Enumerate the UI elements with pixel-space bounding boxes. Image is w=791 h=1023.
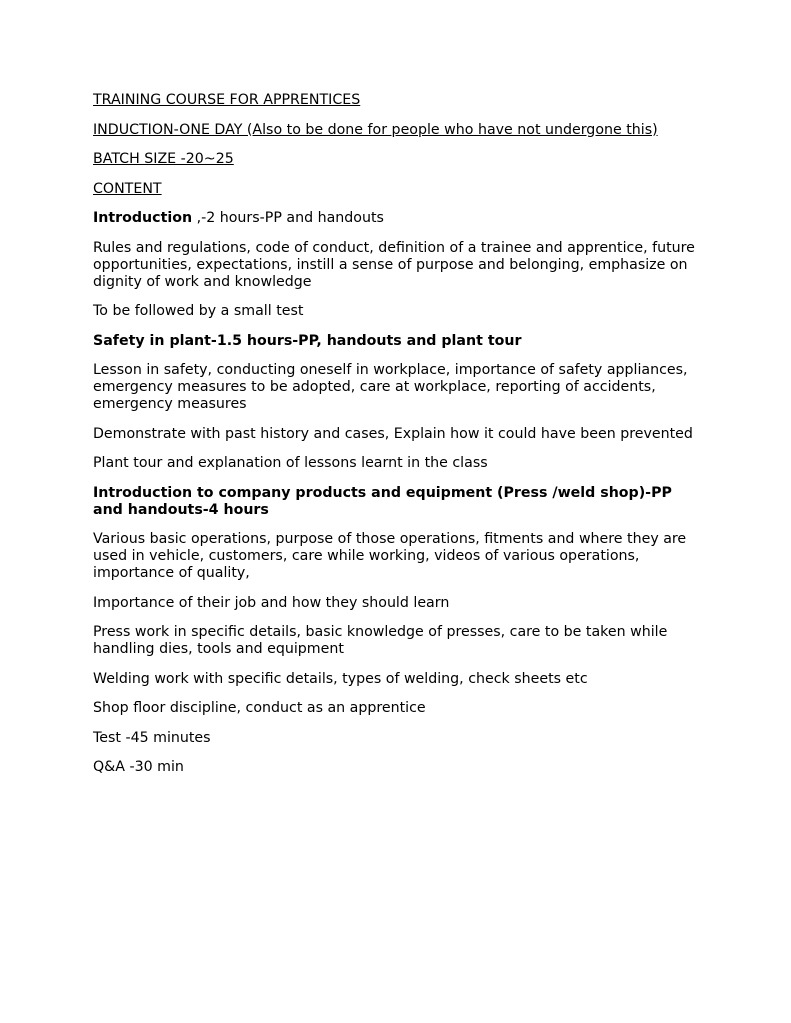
products-discipline: Shop floor discipline, conduct as an apprentice — [93, 700, 426, 716]
products-importance: Importance of their job and how they should learn — [93, 594, 450, 611]
intro-heading: Introduction — [93, 210, 193, 226]
products-heading: Introduction to company products and equipment (Press /weld shop)-PP and handouts-4 hours — [93, 484, 672, 518]
products-press: Press work in specific details, basic knowledge of presses, care to be taken while handling dies, tools and equipment — [93, 624, 668, 657]
batch-size-line: BATCH SIZE -20~25 — [93, 151, 234, 167]
content-label: CONTENT — [93, 180, 162, 197]
intro-heading-line — [93, 210, 703, 227]
products-qa: Q&A -30 min — [93, 759, 184, 775]
safety-heading: Safety in plant-1.5 hours-PP, handouts and plant tour — [93, 332, 522, 349]
intro-body: Rules and regulations, code of conduct, definition of a trainee and apprentice, future opportunities, expectations, instill a sense of purpose and belonging, emphasize on dignity of work and knowledge — [93, 239, 695, 290]
safety-tour: Plant tour and explanation of lessons learnt in the class — [93, 455, 488, 471]
intro-test-note: To be followed by a small test — [93, 303, 304, 319]
induction-line: INDUCTION-ONE DAY (Also to be done for people who have not undergone this) — [93, 121, 658, 138]
products-welding: Welding work with specific details, types of welding, check sheets etc — [93, 670, 588, 687]
document-title: TRAINING COURSE FOR APPRENTICES — [93, 92, 361, 108]
safety-body: Lesson in safety, conducting oneself in workplace, importance of safety appliances, emergency measures to be adopted, care at workplace, reporting of accidents, emergency measures — [93, 362, 688, 412]
products-test: Test -45 minutes — [93, 729, 211, 746]
intro-detail: ,-2 hours-PP and handouts — [192, 210, 384, 226]
products-operations: Various basic operations, purpose of those operations, fitments and where they are used in vehicle, customers, care while working, videos of various operations, importance of quality, — [93, 531, 687, 581]
document-page — [93, 92, 703, 789]
safety-demonstrate: Demonstrate with past history and cases, Explain how it could have been prevented — [93, 425, 693, 442]
